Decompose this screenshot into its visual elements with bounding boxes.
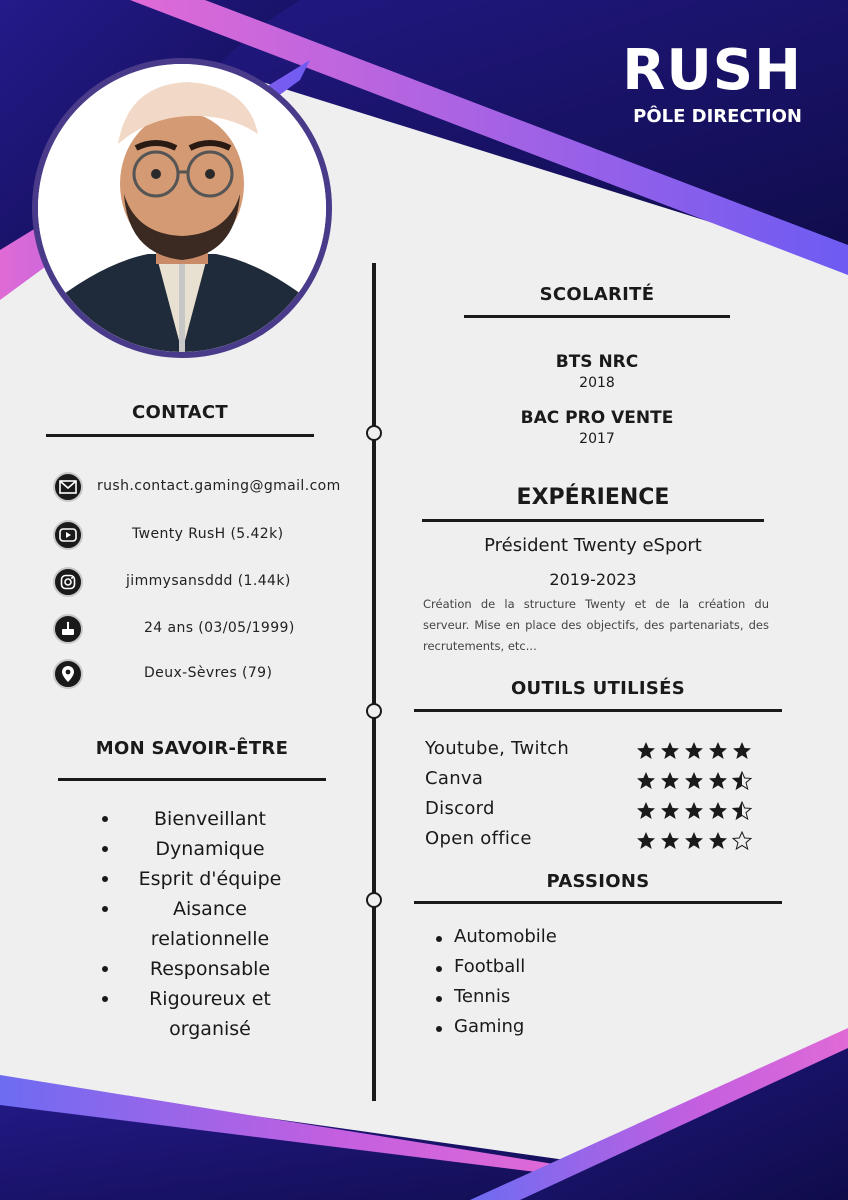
experience-description: Création de la structure Twenty et de la création du serveur. Mise en place des objectifs, des partenariats, des recrutements, etc... xyxy=(423,597,769,653)
outils-rule xyxy=(414,709,782,712)
experience-heading: EXPÉRIENCE xyxy=(516,485,670,510)
contact-item-text: Twenty RusH (5.42k) xyxy=(132,526,284,542)
star-icon xyxy=(708,831,728,851)
star-icon xyxy=(684,771,704,791)
star-icon xyxy=(684,741,704,761)
star-icon xyxy=(660,741,680,761)
experience-role: Président Twenty eSport xyxy=(484,535,702,556)
outil-rating xyxy=(636,801,752,821)
avatar-illustration xyxy=(38,64,326,352)
star-icon xyxy=(732,801,752,821)
star-icon xyxy=(636,741,656,761)
star-icon xyxy=(732,831,752,851)
bullet-dot xyxy=(436,1026,442,1032)
contact-item-text: jimmysansddd (1.44k) xyxy=(126,573,291,589)
savoir-etre-line: Dynamique xyxy=(155,838,265,860)
bullet-dot xyxy=(436,936,442,942)
contact-item-text: Deux-Sèvres (79) xyxy=(144,665,273,681)
mail-icon xyxy=(53,472,83,502)
youtube-icon xyxy=(53,520,83,550)
star-icon xyxy=(660,771,680,791)
outil-rating xyxy=(636,741,752,761)
outil-rating xyxy=(636,831,752,851)
scolarite-degree: BTS NRC xyxy=(555,352,639,372)
savoir-etre-line: Rigoureux et xyxy=(149,988,271,1010)
scolarite-degree: BAC PRO VENTE xyxy=(520,408,674,428)
experience-rule xyxy=(422,519,764,522)
savoir-etre-line: Aisance xyxy=(173,898,247,920)
contact-rule xyxy=(46,434,314,437)
outil-name: Canva xyxy=(425,768,484,789)
instagram-icon xyxy=(53,567,83,597)
star-icon xyxy=(732,771,752,791)
star-icon xyxy=(684,801,704,821)
contact-item-text: 24 ans (03/05/1999) xyxy=(144,620,295,636)
contact-heading: CONTACT xyxy=(132,402,228,423)
star-icon xyxy=(636,831,656,851)
star-icon xyxy=(732,741,752,761)
contact-item-text: rush.contact.gaming@gmail.com xyxy=(97,478,341,494)
passions-heading: PASSIONS xyxy=(546,871,650,892)
passions-rule xyxy=(414,901,782,904)
role-subtitle: PÔLE DIRECTION xyxy=(633,106,802,127)
star-icon xyxy=(660,801,680,821)
star-icon xyxy=(636,771,656,791)
bullet-dot xyxy=(436,996,442,1002)
outil-name: Youtube, Twitch xyxy=(425,738,570,759)
star-icon xyxy=(708,801,728,821)
scolarite-heading: SCOLARITÉ xyxy=(539,284,655,305)
scolarite-year: 2017 xyxy=(579,431,615,447)
outils-heading: OUTILS UTILISÉS xyxy=(510,678,686,699)
star-icon xyxy=(660,831,680,851)
savoir-etre-line: relationnelle xyxy=(150,928,270,950)
timeline-node xyxy=(366,892,382,908)
timeline-line xyxy=(372,263,376,1101)
experience-period: 2019-2023 xyxy=(549,570,637,589)
outil-name: Open office xyxy=(425,828,532,849)
name-title: RUSH xyxy=(622,38,802,103)
birthday-cake-icon xyxy=(53,614,83,644)
savoir-etre-line: Responsable xyxy=(149,958,271,980)
timeline-node xyxy=(366,425,382,441)
passion-item: Automobile xyxy=(454,926,557,947)
timeline-node xyxy=(366,703,382,719)
star-icon xyxy=(684,831,704,851)
profile-photo xyxy=(32,58,332,358)
passion-item: Gaming xyxy=(454,1016,525,1037)
savoir-etre-line: Bienveillant xyxy=(154,808,266,830)
savoir-etre-heading: MON SAVOIR-ÊTRE xyxy=(95,738,289,759)
savoir-etre-line: Esprit d'équipe xyxy=(138,868,282,890)
outil-rating xyxy=(636,771,752,791)
outil-name: Discord xyxy=(425,798,495,819)
location-pin-icon xyxy=(53,659,83,689)
passion-item: Football xyxy=(454,956,526,977)
scolarite-rule xyxy=(464,315,730,318)
star-icon xyxy=(708,771,728,791)
scolarite-year: 2018 xyxy=(579,375,615,391)
star-icon xyxy=(708,741,728,761)
savoir-etre-rule xyxy=(58,778,326,781)
savoir-etre-line: organisé xyxy=(169,1018,251,1040)
bullet-dot xyxy=(436,966,442,972)
passion-item: Tennis xyxy=(454,986,511,1007)
star-icon xyxy=(636,801,656,821)
